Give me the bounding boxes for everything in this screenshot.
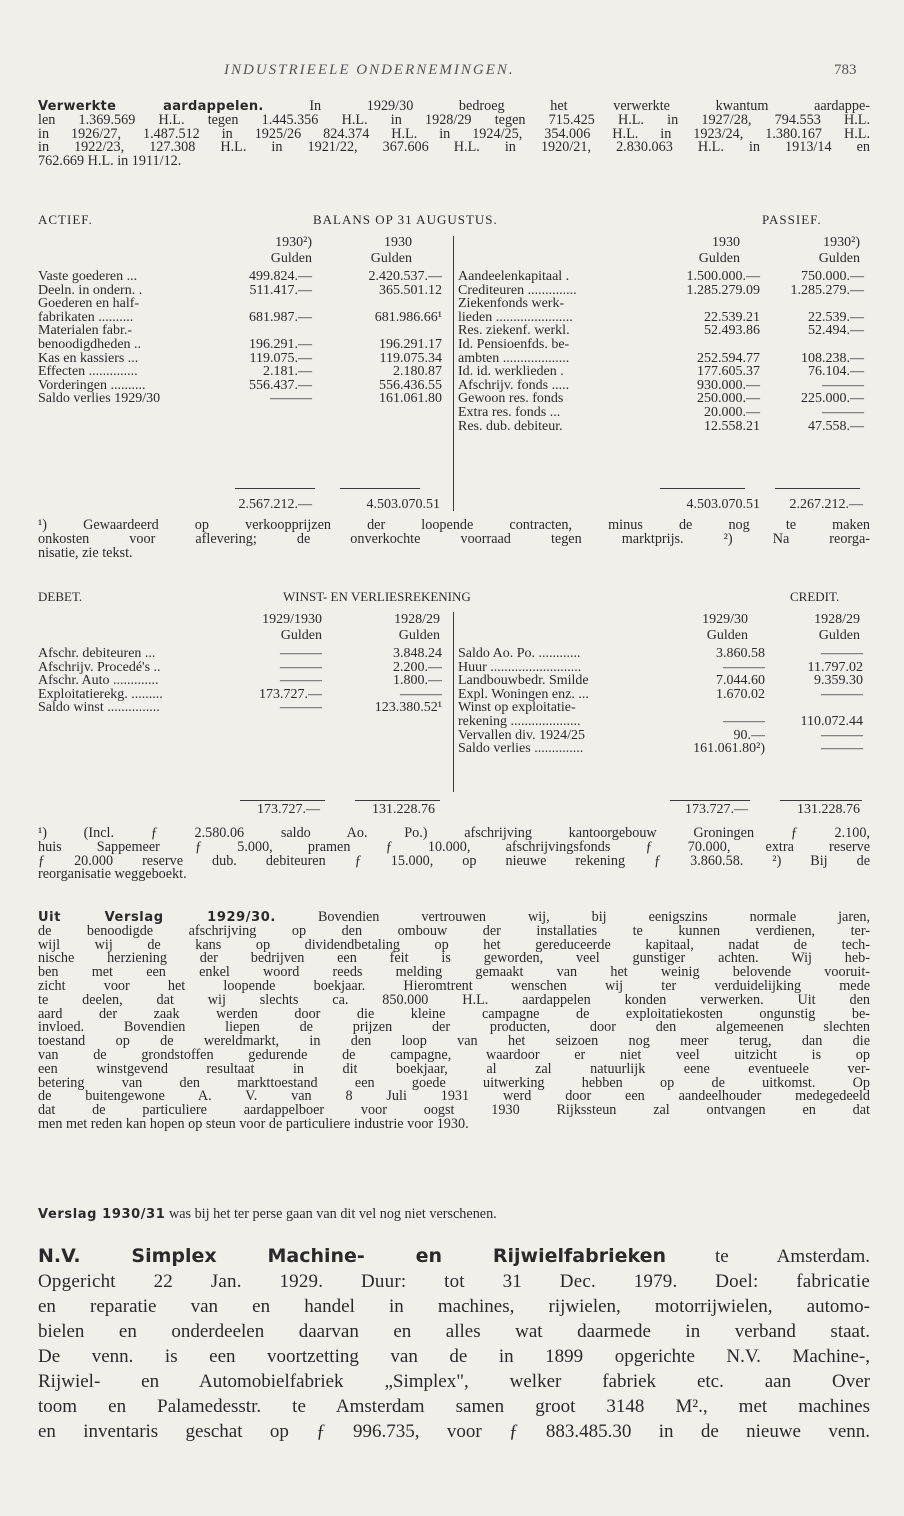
row-value: 250.000.— bbox=[697, 391, 760, 407]
intro-line: 762.669 H.L. in 1911/12. bbox=[38, 153, 182, 170]
row-value: 7.044.60 bbox=[716, 673, 765, 689]
balans-right-title: PASSIEF. bbox=[762, 212, 822, 227]
row-label: Afschrijv. fonds ..... bbox=[458, 377, 570, 393]
winst-right-title: CREDIT. bbox=[790, 589, 840, 604]
row-label: Afschr. debiteuren ... bbox=[38, 646, 156, 661]
row-label: Deeln. in ondern. . bbox=[38, 282, 143, 298]
row-value: 750.000.— bbox=[801, 269, 864, 284]
row-value: 47.558.— bbox=[808, 418, 864, 434]
row-label: Crediteuren .............. bbox=[458, 282, 577, 298]
row-value: 119.075.— bbox=[249, 350, 312, 366]
rule bbox=[235, 488, 315, 489]
row-label: rekening .................... bbox=[458, 714, 581, 729]
winst-total: 131.228.76 bbox=[797, 802, 860, 817]
row-value: 90.— bbox=[733, 727, 765, 743]
balans-col-year: 1930²) bbox=[275, 235, 312, 250]
rule bbox=[660, 488, 745, 489]
row-value: ——— bbox=[821, 727, 863, 743]
row-label: Vervallen div. 1924/25 bbox=[458, 727, 586, 743]
row-label: fabrikaten .......... bbox=[38, 309, 134, 325]
row-value: 22.539.— bbox=[808, 309, 864, 325]
simplex-company-name: N.V. Simplex Machine- en Rijwielfabrieken bbox=[38, 1245, 667, 1267]
balans-col-unit: Gulden bbox=[270, 251, 312, 266]
verslag-1929-paragraph: Uit Verslag 1929/30. Bovendien vertrouwen wij, bij eenigszins normale jaren, de benoodigde afschrijving op den ombouw der installaties te kunnen verdienen, ter- wijl wij de kans op dividendbetaling op het gereduceerde kapitaal, nadat de tech- nische herziening der bedrijven een feit is geworden, veel gunstiger achten. Wij heb- ben met een enkel woord reeds melding gemaakt van het weinig belovende vooruit- zicht voor het loopende boekjaar. Hieromtrent wenschen wij ter verduidelijking mede te deelen, dat wij slechts ca. 850.000 H.L. aardappelen konden verwerken. Uit den aard der zaak werden door die kleine campagne de exploitatiekosten ongunstig be- invloed. Bovendien liepen de prijzen der producten, door den algemeenen slechten toestand op de wereldmarkt, in den loop van het seizoen nog meer terug, dan die van de grondstoffen gedurende de campagne, waardoor er niet veel uitzicht is op een winstgevend resultaat in dit boekjaar, al zal natuurlijk eene eventueele ver- betering van den markttoestand een goede uitwerking hebben op de uitkomst. Op de buitengewone A. V. van 8 Juli 1931 werd door een aandeelhouder medegedeeld dat de particuliere aardappelboer voor oogst 1930 Rijkssteun zal ontvangen en dat men met reden kan hopen op steun voor de particuliere industrie voor 1930. bbox=[38, 909, 871, 1132]
row-value: 12.558.21 bbox=[704, 418, 760, 434]
verslag-1929-lead: Uit Verslag 1929/30. bbox=[38, 910, 276, 925]
row-value: 52.494.— bbox=[808, 323, 864, 339]
balans-total: 2.567.212.— bbox=[238, 497, 312, 512]
row-value: 556.436.55 bbox=[379, 377, 442, 393]
row-value: 108.238.— bbox=[801, 350, 864, 366]
row-label: Saldo verlies .............. bbox=[458, 741, 584, 757]
row-value: 11.797.02 bbox=[807, 659, 863, 675]
row-label: Saldo verlies 1929/30 bbox=[38, 391, 161, 407]
row-value: 196.291.— bbox=[249, 337, 312, 352]
row-value: 930.000.— bbox=[697, 377, 760, 393]
winst-col-unit: Gulden bbox=[706, 628, 748, 643]
row-label: benoodigdheden .. bbox=[38, 337, 142, 352]
row-value: ——— bbox=[280, 673, 322, 689]
winst-col-unit: Gulden bbox=[818, 628, 860, 643]
row-value: 365.501.12 bbox=[379, 282, 442, 298]
row-label: Id. Pensioenfds. be- bbox=[458, 337, 570, 352]
row-label: Winst op exploitatie- bbox=[458, 700, 576, 716]
row-value: 196.291.17 bbox=[379, 337, 442, 352]
row-label: Res. ziekenf. werkl. bbox=[458, 323, 570, 339]
row-value: 52.493.86 bbox=[704, 323, 760, 339]
row-label: Res. dub. debiteur. bbox=[458, 418, 563, 434]
row-label: Kas en kassiers ... bbox=[38, 350, 139, 366]
row-label: Afschr. Auto ............. bbox=[38, 673, 159, 689]
row-label: Effecten .............. bbox=[38, 364, 138, 380]
balans-footnote: ¹) Gewaardeerd op verkoopprijzen der loopende contracten, minus de nog te maken onkosten voor aflevering; de onverkochte voorraad tegen marktprijs. ²) Na reorga- nisatie, zie tekst. bbox=[38, 517, 870, 561]
balans-col-unit: Gulden bbox=[698, 251, 740, 266]
intro-line: in 1926/27, 1.487.512 in 1925/26 824.374 H.L. in 1924/25, 354.006 H.L. in 1923/24, 1.380.167 H.L. bbox=[38, 125, 870, 142]
row-value: 173.727.— bbox=[259, 686, 322, 702]
row-value: ——— bbox=[723, 714, 765, 729]
balans-divider bbox=[453, 236, 454, 511]
rule bbox=[240, 800, 325, 801]
winst-divider bbox=[453, 612, 454, 792]
row-value: 161.061.80²) bbox=[693, 741, 765, 757]
row-value: 22.539.21 bbox=[704, 309, 760, 325]
row-value: 1.285.279.09 bbox=[686, 282, 760, 298]
row-value: 556.437.— bbox=[249, 377, 312, 393]
row-value: ——— bbox=[821, 741, 863, 757]
row-label: Expl. Woningen enz. ... bbox=[458, 686, 589, 702]
row-value: ——— bbox=[821, 646, 863, 661]
row-value: ——— bbox=[400, 686, 442, 702]
row-value: 1.500.000.— bbox=[686, 269, 760, 284]
row-label: Landbouwbedr. Smilde bbox=[458, 673, 589, 689]
row-label: lieden ...................... bbox=[458, 309, 573, 325]
winst-left-title: DEBET. bbox=[38, 589, 83, 604]
row-value: 681.986.66¹ bbox=[374, 309, 442, 325]
row-value: ——— bbox=[821, 686, 863, 702]
row-label: Huur .......................... bbox=[458, 659, 582, 675]
rule bbox=[670, 800, 750, 801]
verslag-1930-line: Verslag 1930/31 was bij het ter perse gaan van dit vel nog niet verschenen. bbox=[38, 1206, 497, 1222]
row-value: ——— bbox=[280, 700, 322, 716]
row-value: 225.000.— bbox=[801, 391, 864, 407]
balans-left-title: ACTIEF. bbox=[38, 212, 93, 227]
row-label: Id. id. werklieden . bbox=[458, 364, 564, 380]
row-label: Goederen en half- bbox=[38, 296, 140, 312]
rule bbox=[775, 488, 860, 489]
balans-col-unit: Gulden bbox=[818, 251, 860, 266]
balans-total: 4.503.070.51 bbox=[686, 497, 760, 512]
row-value: ——— bbox=[280, 646, 322, 661]
winst-center-title: WINST- EN VERLIESREKENING bbox=[283, 589, 471, 604]
balans-col-year: 1930 bbox=[712, 235, 740, 250]
row-label: Saldo winst ............... bbox=[38, 700, 160, 716]
row-value: 681.987.— bbox=[249, 309, 312, 325]
row-value: 3.860.58 bbox=[716, 646, 765, 661]
row-value: 1.800.— bbox=[393, 673, 442, 689]
row-value: 9.359.30 bbox=[814, 673, 863, 689]
row-label: Materialen fabr.- bbox=[38, 323, 133, 339]
row-label: ambten ................... bbox=[458, 350, 570, 366]
running-header: INDUSTRIEELE ONDERNEMINGEN. bbox=[224, 62, 515, 78]
intro-lead: Verwerkte aardappelen. bbox=[38, 99, 264, 114]
rule bbox=[780, 800, 862, 801]
row-value: 20.000.— bbox=[704, 405, 760, 420]
winst-total: 173.727.— bbox=[685, 802, 748, 817]
row-label: Vaste goederen ... bbox=[38, 269, 138, 284]
winst-total: 131.228.76 bbox=[372, 802, 435, 817]
row-value: ——— bbox=[280, 659, 322, 675]
row-value: 2.420.537.— bbox=[368, 269, 442, 284]
row-value: 123.380.52¹ bbox=[374, 700, 442, 716]
winst-col-unit: Gulden bbox=[280, 628, 322, 643]
intro-line: Verwerkte aardappelen. In 1929/30 bedroeg het verwerkte kwantum aardappe- bbox=[38, 98, 870, 114]
winst-footnote: ¹) (Incl. ƒ 2.580.06 saldo Ao. Po.) afschrijving kantoorgebouw Groningen ƒ 2.100, huis Sappemeer ƒ 5.000, pramen ƒ 10.000, afschrijvingsfonds ƒ 70.000, extra reserve ƒ 20.000 reserve dub. debiteuren ƒ 15.000, op nieuwe rekening ƒ 3.860.58. ²) Bij de reorganisatie weggeboekt. bbox=[38, 825, 870, 883]
row-value: 2.180.87 bbox=[393, 364, 442, 380]
row-value: ——— bbox=[822, 405, 864, 420]
row-label: Ziekenfonds werk- bbox=[458, 296, 565, 312]
verslag-1930-lead: Verslag 1930/31 bbox=[38, 1207, 166, 1222]
row-value: 76.104.— bbox=[808, 364, 864, 380]
row-label: Vorderingen .......... bbox=[38, 377, 146, 393]
winst-col-year: 1929/30 bbox=[702, 612, 748, 627]
row-value: 1.285.279.— bbox=[790, 282, 864, 298]
balans-center-title: BALANS OP 31 AUGUSTUS. bbox=[313, 212, 498, 227]
row-value: 252.594.77 bbox=[697, 350, 760, 366]
row-label: Afschrijv. Procedé's .. bbox=[38, 659, 161, 675]
row-value: ——— bbox=[723, 659, 765, 675]
row-value: 110.072.44 bbox=[800, 714, 863, 729]
row-label: Gewoon res. fonds bbox=[458, 391, 564, 407]
rule bbox=[340, 488, 420, 489]
winst-col-unit: Gulden bbox=[398, 628, 440, 643]
intro-line: len 1.369.569 H.L. tegen 1.445.356 H.L. in 1928/29 tegen 715.425 H.L. in 1927/28, 794.553 H.L. bbox=[38, 111, 870, 128]
row-value: 1.670.02 bbox=[716, 686, 765, 702]
row-value: ——— bbox=[270, 391, 312, 407]
balans-total: 4.503.070.51 bbox=[366, 497, 440, 512]
row-value: 3.848.24 bbox=[393, 646, 442, 661]
row-label: Saldo Ao. Po. ............ bbox=[458, 646, 581, 661]
page-number: 783 bbox=[834, 62, 857, 78]
row-label: Exploitatierekg. ......... bbox=[38, 686, 163, 702]
row-label: Extra res. fonds ... bbox=[458, 405, 561, 420]
row-label: Aandeelenkapitaal . bbox=[458, 269, 570, 284]
row-value: 2.200.— bbox=[393, 659, 442, 675]
row-value: 499.824.— bbox=[249, 269, 312, 284]
balans-col-year: 1930²) bbox=[823, 235, 860, 250]
balans-col-unit: Gulden bbox=[370, 251, 412, 266]
winst-col-year: 1928/29 bbox=[814, 612, 860, 627]
row-value: ——— bbox=[822, 377, 864, 393]
winst-total: 173.727.— bbox=[257, 802, 320, 817]
row-value: 2.181.— bbox=[263, 364, 312, 380]
simplex-paragraph: N.V. Simplex Machine- en Rijwielfabrieken te Amsterdam. Opgericht 22 Jan. 1929. Duur: tot 31 Dec. 1979. Doel: fabricatie en reparatie van en handel in machines, rijwielen, motorrijwielen, automo- bielen en onderdeelen daarvan en alles wat daarmede in verband staat. De venn. is een voortzetting van de in 1899 opgerichte N.V. Machine-, Rijwiel- en Automobielfabriek „Simplex", welker fabriek etc. aan Over toom en Palamedesstr. te Amsterdam samen groot 3148 M²., met machines en inventaris geschat op ƒ 996.735, voor ƒ 883.485.30 in de nieuwe venn. bbox=[38, 1245, 871, 1442]
balans-total: 2.267.212.— bbox=[789, 497, 863, 512]
rule bbox=[355, 800, 440, 801]
balans-col-year: 1930 bbox=[384, 235, 412, 250]
row-value: 177.605.37 bbox=[697, 364, 760, 380]
intro-paragraph bbox=[38, 100, 870, 169]
winst-col-year: 1929/1930 bbox=[262, 612, 322, 627]
row-value: 119.075.34 bbox=[379, 350, 442, 366]
row-value: 161.061.80 bbox=[379, 391, 442, 407]
winst-col-year: 1928/29 bbox=[394, 612, 440, 627]
intro-line: in 1922/23, 127.308 H.L. in 1921/22, 367.606 H.L. in 1920/21, 2.830.063 H.L. in 1913/14 en bbox=[38, 139, 870, 156]
row-value: 511.417.— bbox=[249, 282, 312, 298]
